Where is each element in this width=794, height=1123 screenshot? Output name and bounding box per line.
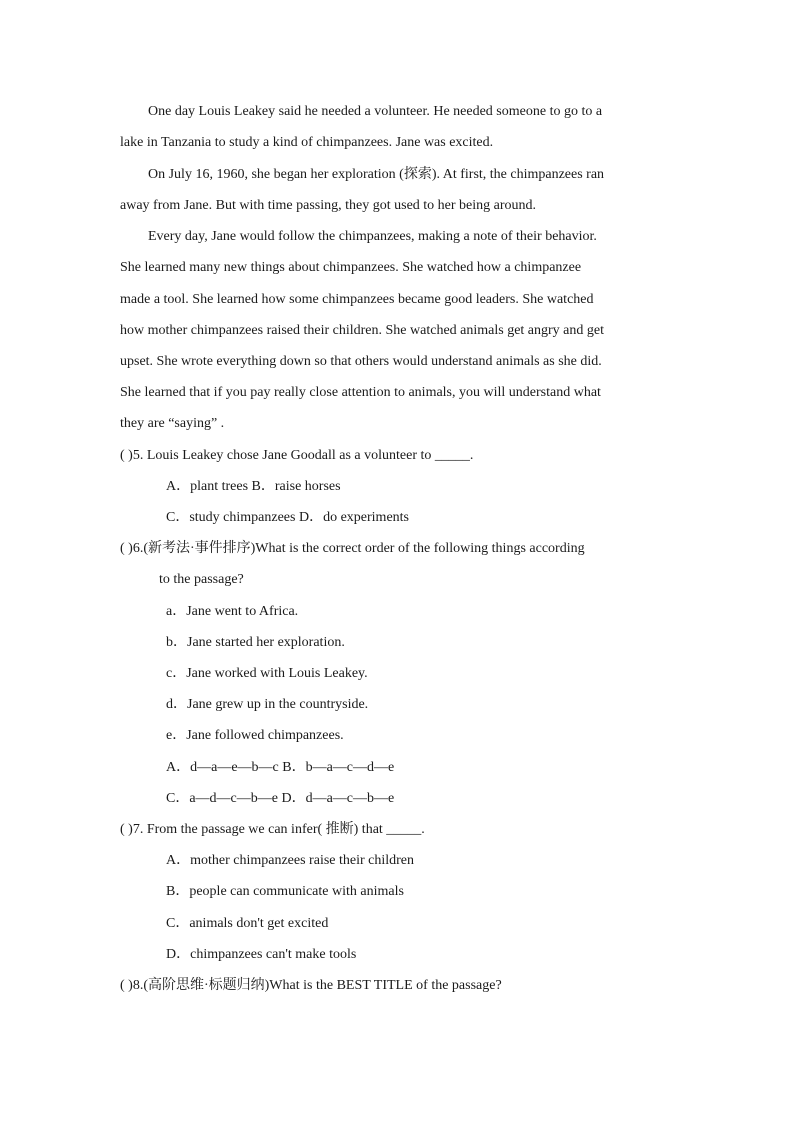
question-6-event-d: d．Jane grew up in the countryside. <box>166 697 369 712</box>
passage-line: On July 16, 1960, she began her exploration (探索). At first, the chimpanzees ran <box>148 167 605 182</box>
question-7-stem: ( )7. From the passage we can infer( 推断) that _____. <box>120 822 425 837</box>
question-7-option-d: D．chimpanzees can't make tools <box>166 947 357 962</box>
question-6-event-c: c．Jane worked with Louis Leakey. <box>166 666 368 681</box>
question-5-stem: ( )5. Louis Leakey chose Jane Goodall as a volunteer to _____. <box>120 448 474 463</box>
passage-line: how mother chimpanzees raised their children. She watched animals get angry and get <box>120 323 604 338</box>
passage-line: One day Louis Leakey said he needed a volunteer. He needed someone to go to a <box>148 104 603 119</box>
passage-line: lake in Tanzania to study a kind of chimpanzees. Jane was excited. <box>120 135 494 150</box>
question-8-stem: ( )8.(高阶思维·标题归纳)What is the BEST TITLE of the passage? <box>120 978 502 993</box>
question-7-option-c: C．animals don't get excited <box>166 916 329 931</box>
passage-line: made a tool. She learned how some chimpanzees became good leaders. She watched <box>120 292 594 307</box>
question-7-option-a: A．mother chimpanzees raise their children <box>166 853 415 868</box>
question-6-event-a: a．Jane went to Africa. <box>166 604 299 619</box>
passage-line: away from Jane. But with time passing, they got used to her being around. <box>120 198 537 213</box>
question-6-options-row-2: C．a—d—c—b—e D．d—a—c—b—e <box>166 791 395 806</box>
question-6-options-row-1: A．d—a—e—b—c B．b—a—c—d—e <box>166 760 395 775</box>
passage-line: they are “saying” . <box>120 416 225 431</box>
question-7-option-b: B．people can communicate with animals <box>166 884 404 899</box>
passage-line: Every day, Jane would follow the chimpanzees, making a note of their behavior. <box>148 229 597 244</box>
passage-line: She learned that if you pay really close attention to animals, you will understand what <box>120 385 601 400</box>
passage-line: She learned many new things about chimpanzees. She watched how a chimpanzee <box>120 260 582 275</box>
question-6-event-b: b．Jane started her exploration. <box>166 635 345 650</box>
question-6-stem-continued: to the passage? <box>159 572 244 587</box>
question-6-stem: ( )6.(新考法·事件排序)What is the correct order of the following things according <box>120 541 585 556</box>
passage-line: upset. She wrote everything down so that others would understand animals as she did. <box>120 354 602 369</box>
question-6-event-e: e．Jane followed chimpanzees. <box>166 728 344 743</box>
question-5-options-row-1: A．plant trees B．raise horses <box>166 479 341 494</box>
question-5-options-row-2: C．study chimpanzees D．do experiments <box>166 510 410 525</box>
